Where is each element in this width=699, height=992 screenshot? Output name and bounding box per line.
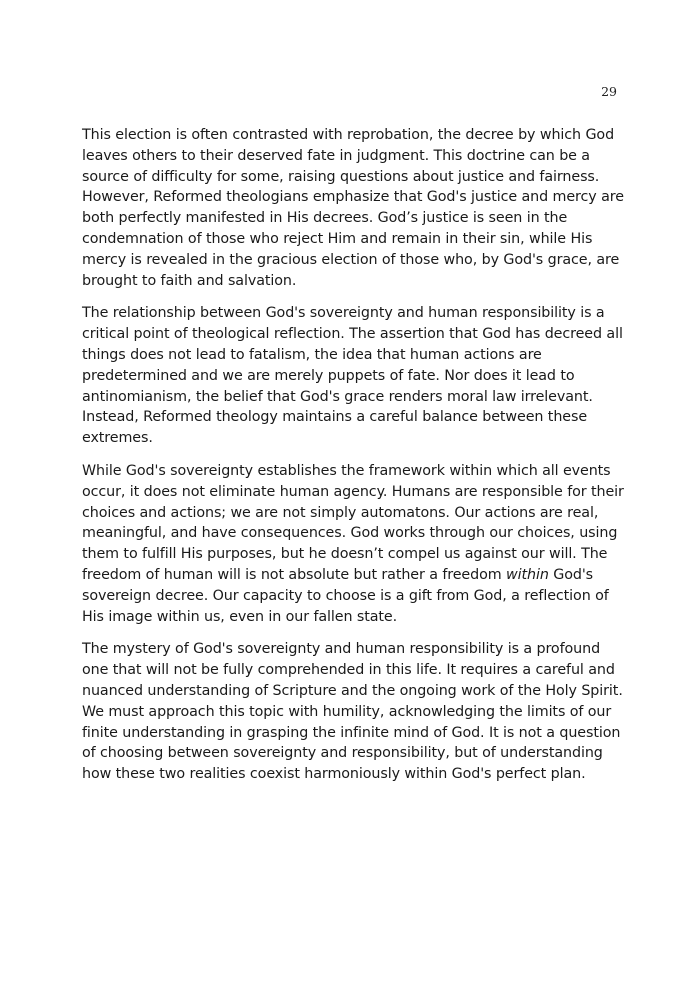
paragraph-mystery: The mystery of God's sovereignty and human responsibility is a profound one that will not be fully comprehended in this life. It requires a careful and nuanced understanding of Scripture and the ongoing work of the Holy Spirit. We must approach this topic with humility, acknowledging the limits of our finite understanding in grasping the infinite mind of God. It is not a question of choosing between sovereignty and responsibility, but of understanding how these two realities coexist harmoniously within God's perfect plan. — [82, 641, 623, 783]
body-text — [82, 125, 627, 797]
page-number: 29 — [601, 84, 617, 99]
paragraph-human-agency-text-before: While God's sovereignty establishes the framework within which all events occur, it does not eliminate human agency. Humans are responsible for their choices and actions; we are not simply automatons. Our actions are real, meaningful, and have consequences. God works through our choices, using them to fulfill His purposes, but he doesn’t compel us against our will. The freedom of human will is not absolute but rather a freedom — [82, 462, 624, 583]
paragraph-sovereignty-responsibility: The relationship between God's sovereignty and human responsibility is a critical point of theological reflection. The assertion that God has decreed all things does not lead to fatalism, the idea that human actions are predetermined and we are merely puppets of fate. Nor does it lead to antinomianism, the belief that God's grace renders moral law irrelevant. Instead, Reformed theology maintains a careful balance between these extremes. — [82, 305, 623, 447]
paragraph-election-reprobation: This election is often contrasted with reprobation, the decree by which God leaves others to their deserved fate in judgment. This doctrine can be a source of difficulty for some, raising questions about justice and fairness. However, Reformed theologians emphasize that God's justice and mercy are both perfectly manifested in His decrees. God’s justice is seen in the condemnation of those who reject Him and remain in their sin, while His mercy is revealed in the gracious election of those who, by God's grace, are brought to faith and salvation. — [82, 127, 624, 289]
paragraph-human-agency — [82, 461, 627, 627]
emphasis-within: within — [506, 566, 549, 583]
paragraph-human-agency-text-after: God's sovereign decree. Our capacity to choose is a gift from God, a reflection of His image within us, even in our fallen state. — [82, 566, 609, 625]
